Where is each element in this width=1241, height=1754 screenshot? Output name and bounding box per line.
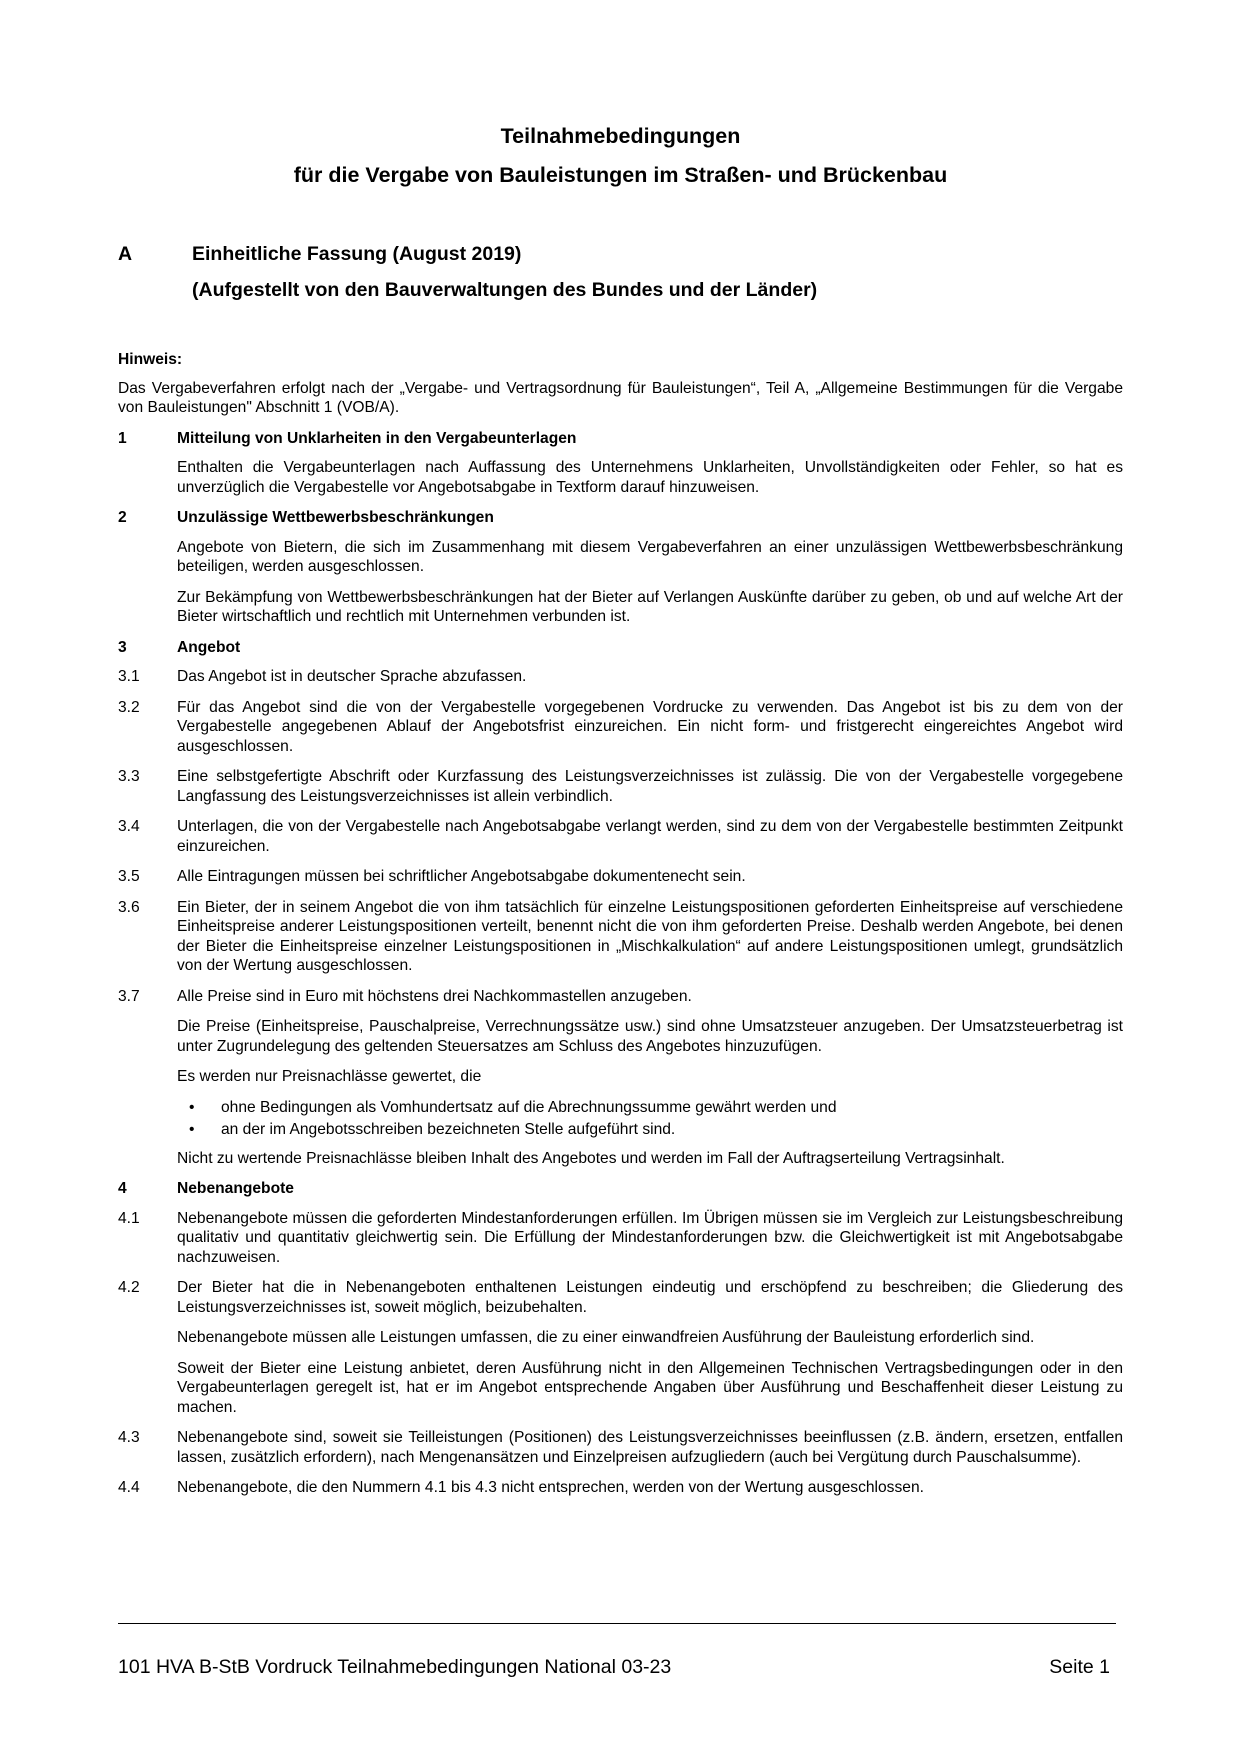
list-item-text: ohne Bedingungen als Vomhundertsatz auf die Abrechnungssumme gewährt werden und: [221, 1098, 837, 1116]
clause-number: 3.3: [118, 768, 140, 785]
footer-page-number: Seite 1: [1049, 1656, 1110, 1678]
clause-3-7-paragraph: Nicht zu wertende Preisnachlässe bleiben Inhalt des Angebotes und werden im Fall der Auftragserteilung Vertragsinhalt.: [177, 1149, 1005, 1167]
clause-number: 4.4: [118, 1479, 140, 1496]
clause-text: Der Bieter hat die in Nebenangeboten enthaltenen Leistungen eindeutig und erschöpfend zu beschreiben; die Gliederung des Leistungsverzeichnisses ist, soweit möglich, beizubehalten.: [177, 1279, 1123, 1316]
section-a-heading: Einheitliche Fassung (August 2019): [192, 243, 522, 265]
hinweis-label: Hinweis:: [118, 351, 183, 368]
clause-number: 3.1: [118, 668, 140, 685]
section-2-paragraph: Zur Bekämpfung von Wettbewerbsbeschränkungen hat der Bieter auf Verlangen Auskünfte darüber zu geben, ob und auf welche Art der Bieter wirtschaftlich und rechtlich mit Unternehmen verbunden ist.: [177, 588, 1123, 625]
section-number: 1: [118, 429, 127, 447]
clause-number: 3.6: [118, 898, 140, 916]
clause-number: 3.2: [118, 698, 140, 716]
clause-number: 4.1: [118, 1209, 140, 1227]
hinweis-text: Das Vergabeverfahren erfolgt nach der „Vergabe- und Vertragsordnung für Bauleistungen“, Teil A, „Allgemeine Bestimmungen für die Vergabe von Bauleistungen" Abschnitt 1 (VOB/A).: [118, 379, 1123, 416]
list-item: [177, 1120, 1123, 1140]
section-number: 4: [118, 1180, 127, 1197]
clause-3-7: [118, 987, 1123, 1007]
bullet-icon: •: [189, 1121, 195, 1138]
section-heading: Angebot: [177, 638, 241, 656]
clause-text: Ein Bieter, der in seinem Angebot die von ihm tatsächlich für einzelne Leistungspositionen geforderten Einheitspreise auf verschiedene Einheitspreise anderer Leistungspositionen verteilt, benennt nicht die von ihm geforderten Preise. Deshalb werden Angebote, bei denen der Bieter die Einheitspreise einzelner Leistungspositionen in „Mischkalkulation“ auf andere Leistungspositionen umlegt, grundsätzlich von der Wertung ausgeschlossen.: [177, 898, 1123, 974]
section-heading: Mitteilung von Unklarheiten in den Vergabeunterlagen: [177, 429, 577, 447]
clause-4-4: [118, 1478, 1123, 1498]
clause-text: Unterlagen, die von der Vergabestelle nach Angebotsabgabe verlangt werden, sind zu dem von der Vergabestelle bestimmten Zeitpunkt einzureichen.: [177, 818, 1123, 855]
clause-3-7-paragraph: Es werden nur Preisnachlässe gewertet, die: [177, 1068, 482, 1085]
clause-4-2-paragraph: Soweit der Bieter eine Leistung anbietet, deren Ausführung nicht in den Allgemeinen Technischen Vertragsbedingungen oder in den Vergabeunterlagen geregelt ist, hat er im Angebot entsprechende Angaben über Ausführung und Beschaffenheit dieser Leistung zu machen.: [177, 1359, 1123, 1416]
document-subtitle: für die Vergabe von Bauleistungen im Straßen- und Brückenbau: [293, 163, 948, 187]
section-2-paragraph: Angebote von Bietern, die sich im Zusammenhang mit diesem Vergabeverfahren an einer unzulässigen Wettbewerbsbeschränkung beteiligen, werden ausgeschlossen.: [177, 538, 1123, 575]
section-4-heading-row: [118, 1179, 1123, 1199]
clause-number: 3.5: [118, 868, 140, 885]
clause-text: Das Angebot ist in deutscher Sprache abzufassen.: [177, 668, 527, 685]
bullet-icon: •: [189, 1098, 195, 1116]
clause-4-3: [118, 1428, 1123, 1467]
clause-number: 4.2: [118, 1279, 140, 1296]
clause-4-2-paragraph: Nebenangebote müssen alle Leistungen umfassen, die zu einer einwandfreien Ausführung der Bauleistung erforderlich sind.: [177, 1329, 1035, 1346]
document-body: [118, 350, 1123, 1509]
discount-conditions-list: [177, 1098, 1123, 1140]
section-a-subheading: (Aufgestellt von den Bauverwaltungen des Bundes und der Länder): [192, 279, 818, 301]
section-3-heading-row: [118, 638, 1123, 658]
clause-4-1: [118, 1209, 1123, 1268]
section-a-letter: A: [118, 243, 133, 265]
clause-text: Nebenangebote müssen die geforderten Mindestanforderungen erfüllen. Im Übrigen müssen sie im Vergleich zur Leistungsbeschreibung qualitativ und quantitativ gleichwertig sein. Die Erfüllung der Mindestanforderungen bzw. die Gleichwertigkeit ist mit Angebotsabgabe nachzuweisen.: [177, 1209, 1123, 1266]
clause-3-5: [118, 867, 1123, 887]
section-heading: Unzulässige Wettbewerbsbeschränkungen: [177, 509, 494, 526]
section-number: 2: [118, 509, 127, 526]
clause-3-6: [118, 898, 1123, 976]
section-2-heading-row: [118, 508, 1123, 528]
footer-divider: [118, 1623, 1116, 1624]
clause-text: Alle Preise sind in Euro mit höchstens drei Nachkommastellen anzugeben.: [177, 987, 692, 1005]
clause-text: Alle Eintragungen müssen bei schriftlicher Angebotsabgabe dokumentenecht sein.: [177, 868, 746, 885]
clause-text: Für das Angebot sind die von der Vergabestelle vorgegebenen Vordrucke zu verwenden. Das Angebot ist bis zu dem von der Vergabestelle angegebenen Ablauf der Angebotsfrist einzureichen. Ein nicht form- und fristgerecht eingereichtes Angebot wird ausgeschlossen.: [177, 698, 1123, 755]
clause-4-2: [118, 1278, 1123, 1317]
footer-document-id: 101 HVA B-StB Vordruck Teilnahmebedingungen National 03-23: [118, 1656, 672, 1678]
clause-text: Eine selbstgefertigte Abschrift oder Kurzfassung des Leistungsverzeichnisses ist zulässig. Die von der Vergabestelle vorgegebene Langfassung des Leistungsverzeichnisses ist allein verbindlich.: [177, 768, 1123, 805]
clause-number: 3.7: [118, 987, 140, 1005]
section-1-heading-row: [118, 429, 1123, 449]
clause-3-7-paragraph: Die Preise (Einheitspreise, Pauschalpreise, Verrechnungssätze usw.) sind ohne Umsatzsteuer anzugeben. Der Umsatzsteuerbetrag ist unter Zugrundelegung des geltenden Steuersatzes am Schluss des Angebotes hinzuzufügen.: [177, 1018, 1123, 1055]
list-item-text: an der im Angebotsschreiben bezeichneten Stelle aufgeführt sind.: [221, 1121, 676, 1138]
clause-text: Nebenangebote sind, soweit sie Teilleistungen (Positionen) des Leistungsverzeichnisses beeinflussen (z.B. ändern, ersetzen, entfallen lassen, zusätzlich erfordern), nach Mengenansätzen und Einzelpreisen aufzugliedern (auch bei Vergütung durch Pauschalsumme).: [177, 1429, 1123, 1466]
document-title: Teilnahmebedingungen: [500, 124, 741, 148]
clause-3-4: [118, 817, 1123, 856]
section-heading: Nebenangebote: [177, 1180, 294, 1197]
clause-3-3: [118, 767, 1123, 806]
list-item: [177, 1098, 1123, 1118]
clause-3-2: [118, 698, 1123, 757]
clause-number: 3.4: [118, 818, 140, 835]
section-number: 3: [118, 638, 127, 656]
clause-text: Nebenangebote, die den Nummern 4.1 bis 4.3 nicht entsprechen, werden von der Wertung ausgeschlossen.: [177, 1479, 924, 1496]
section-1-paragraph: Enthalten die Vergabeunterlagen nach Auffassung des Unternehmens Unklarheiten, Unvollständigkeiten oder Fehler, so hat es unverzüglich die Vergabestelle vor Angebotsabgabe in Textform darauf hinzuweisen.: [177, 459, 1123, 496]
clause-3-1: [118, 667, 1123, 687]
clause-number: 4.3: [118, 1429, 140, 1446]
